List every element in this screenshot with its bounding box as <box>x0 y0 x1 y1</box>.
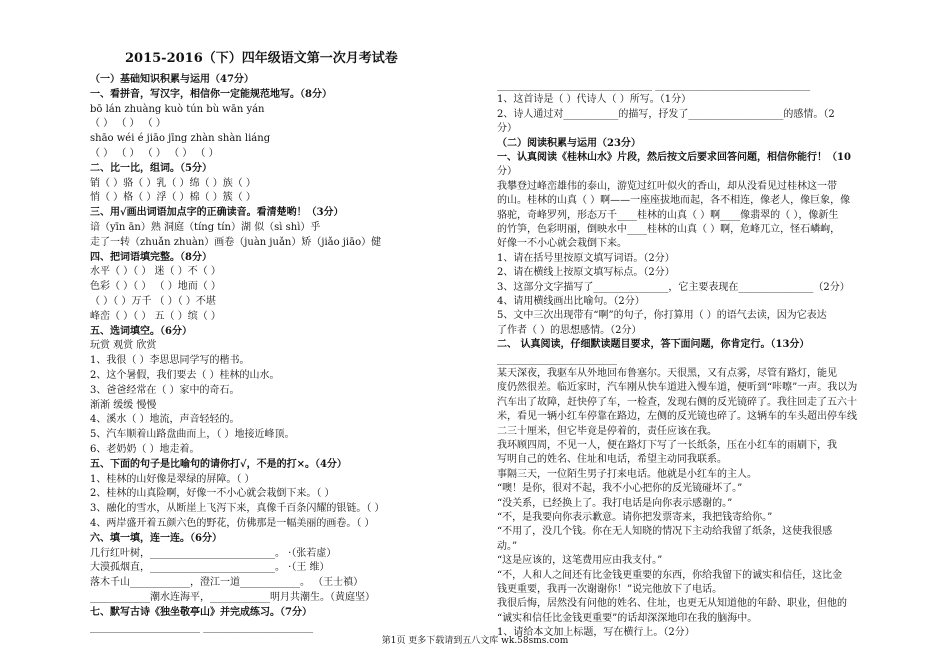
text-line: 走了一转（zhuǎn zhuàn）画卷（juàn juǎn）矫（jiǎo jiāo）健 <box>90 236 382 248</box>
text-line: 1、桂林的山好像是翠绿的屏障。（ ） <box>90 473 255 485</box>
section-heading: 二、 认真阅读，仔细默读题目要求，答下面问题，你肯定行。（13分） <box>497 339 810 351</box>
exam-title: 2015-2016（下）四年级语文第一次月考试卷 <box>125 51 398 66</box>
text-line: 骆驼，奇峰罗列，形态万千____桂林的山真（ ）啊____像翡翠的（ ），像新生 <box>497 209 839 221</box>
text-line: 4、请用横线画出比喻句。（2分） <box>497 296 645 307</box>
text-line: bō lán zhuàng kuò tún bù wān yán <box>90 103 265 115</box>
text-line: （ ） （ ） （ ） <box>90 118 166 130</box>
text-line: 渐渐 缓缓 慢慢 <box>90 399 157 411</box>
text-line: 水平（ ）（ ） 迷（ ）不（ ） <box>90 266 221 278</box>
text-line: 我攀登过峰峦雄伟的泰山，游览过红叶似火的香山，却从没看见过桂林这一带 <box>497 180 837 192</box>
text-line: 动。” <box>497 540 518 552</box>
section-heading: 五、选词填空。（6分） <box>90 325 192 337</box>
text-line: 悄（ ）格（ ）浮（ ）棉（ ）簇（ ） <box>90 192 256 204</box>
text-line: 钱更重要，我再一次谢谢你！”说完他放下了电话。 <box>497 584 723 595</box>
text-line: 6、老奶奶（ ）地走着。 <box>90 444 200 455</box>
text-line: 玩赏 观赏 欣赏 <box>90 340 157 352</box>
text-line: 峰峦（ ）（ ） 五（ ）缤（ ） <box>90 310 221 322</box>
text-line: ____________潮水连海平，____________明月共潮生。（黄庭坚） <box>90 592 375 603</box>
section-heading: 七、默写古诗《独坐敬亭山》并完成练习。（7分） <box>90 606 312 618</box>
text-line: “不，是我要向你表示歉意。请你把发票寄来，我把钱寄给你。” <box>497 512 773 523</box>
text-line: _______________________________ _______________________________ <box>497 80 811 91</box>
text-line: ______________________ ______________________ <box>90 621 314 633</box>
text-line: 3、爸爸经常在（ ）家中的奇石。 <box>90 384 240 396</box>
text-line: 好像一不小心就会栽倒下来。 <box>497 238 627 250</box>
text-line: shāo wéi é jiāo jīng zhàn shàn liáng <box>90 133 271 145</box>
text-line: “不用了，没几个钱。你在无人知晓的情况下主动给我留了纸条，这使我很感 <box>497 526 833 538</box>
text-line: ________________________ <box>497 353 617 365</box>
text-line: “没关系，已经换上了。我打电话是向你表示感谢的。” <box>497 497 733 509</box>
text-line: 5、文中三次出现带有“啊”的句子，你打算用（ ）的语气去读，因为它表达 <box>497 310 827 322</box>
text-line: （ ） （ ） （ ） （ ） （ ） <box>90 148 219 159</box>
text-line: 度仍然很差。临近家时，汽车刚从快车道进入慢车道，便听到“咔嚓”一声。我以为 <box>497 382 858 394</box>
text-line: 汽车出了故障，赶快停了车，一检查，发现右侧的反光镜碎了。我往回走了五六十 <box>497 396 857 408</box>
text-line: 某天深夜，我驱车从外地回布鲁塞尔。天很黑，又有点雾，尽管有路灯，能见 <box>497 368 837 379</box>
text-line: 写明自己的姓名、住址和电话，希望主动同我联系。 <box>497 454 727 466</box>
text-line: 我很后悔，居然没有问他的姓名、住址，也更无从知道他的年龄、职业，但他的 <box>497 598 847 610</box>
page-footer: 第1页 更多下载请到五八文库 wk.58sms.com <box>381 636 569 646</box>
text-line: 1、我很（ ）李思思同学写的楷书。 <box>90 355 250 367</box>
text-line: 几行红叶树，_________________________。 ·（张若虚） <box>90 547 337 559</box>
section-heading: 六、填一填，连一连。（6分） <box>90 532 222 544</box>
text-line: 3、这部分文字描写了_______________，它主要表现在_______________（2分） <box>497 281 850 293</box>
section-heading: 二、比一比，组词。（5分） <box>90 162 212 174</box>
text-line: 销（ ）骆（ ）乳（ ）绵（ ）族（ ） <box>90 177 256 189</box>
text-line: 1、这首诗是（ ）代诗人（ ）所写。（1分） <box>497 94 692 106</box>
text-line: 谙（yīn ān）熟 洞庭（tíng tín）湖 似（sì shì）乎 <box>90 222 321 233</box>
text-line: “这是应该的，这笔费用应由我支付。” <box>497 555 663 567</box>
text-line: 了作者（ ）的思想感情。（2分） <box>497 324 642 336</box>
section-heading: 三、用√画出词语加点字的正确读音。看清楚哟！（3分） <box>90 207 344 219</box>
text-line: 米，看见一辆小红车停靠在路边，左侧的反光镜也碎了。这辆车的车头超出停车线 <box>497 411 857 423</box>
text-line: 2、请在横线上按原文填写标点。（2分） <box>497 267 675 279</box>
text-line: 事隔三天，一位陌生男子打来电话。他就是小红车的主人。 <box>497 468 757 480</box>
text-line: 分） <box>497 123 517 135</box>
text-line: 分） <box>497 166 517 178</box>
text-line: “噢！是你，很对不起，我不小心把你的反光镜碰坏了。” <box>497 483 743 495</box>
text-line: 1、请给本文加上标题，写在横行上。（2分） <box>497 627 695 639</box>
text-line: 4、溪水（ ）地流，声音轻轻的。 <box>90 414 240 426</box>
text-line: 2、这个暑假，我们要去（ ）桂林的山水。 <box>90 370 280 381</box>
text-line: 色彩（ ）（ ） （ ）地而（ ） <box>90 281 221 293</box>
text-line: “不，人和人之间还有比金钱更重要的东西，你给我留下的诚实和信任，这比金 <box>497 569 843 581</box>
text-line: 5、汽车顺着山路盘曲而上，（ ）地接近峰顶。 <box>90 429 295 441</box>
text-line: 的山。桂林的山真（ ）啊——一座座拔地而起，各不相连，像老人，像巨象，像 <box>497 195 851 207</box>
text-line: 二三十厘米，但它毕竟是停着的，责任应该在我。 <box>497 425 717 437</box>
text-line: 我环顾四周，不见一人，便在路灯下写了一长纸条，压在小红车的雨刷下，我 <box>497 440 837 451</box>
text-line: 大漠孤烟直，_________________________。 ·（王 维） <box>90 562 330 574</box>
text-line: 落木千山____________，澄江一道____________。 （王士禛） <box>90 577 364 589</box>
text-line: 1、请在括号里按原文填写词语。（2分） <box>497 252 675 264</box>
text-line: 4、两岸盛开着五颜六色的野花，仿佛那是一幅美丽的画卷。（ ） <box>90 518 375 529</box>
section-heading: 四、把词语填完整。（8分） <box>90 251 212 263</box>
section-heading: 一、认真阅读《桂林山水》片段，然后按文后要求回答问题，相信你能行！（10 <box>497 152 851 163</box>
text-line: 的竹笋，色彩明丽，倒映水中____桂林的山真（ ）啊，危峰兀立，怪石嶙峋， <box>497 224 841 235</box>
section-heading: （二）阅读积累与运用（23分） <box>497 137 641 149</box>
section-heading: 一、看拼音，写汉字，相信你一定能规范地写。（8分） <box>90 88 332 100</box>
text-line: （ ）（ ）万千 （ ）（ ）不堪 <box>90 296 216 307</box>
section-heading: （一）基础知识积累与运用（47分） <box>90 74 254 85</box>
text-line: “诚实和信任比金钱更重要”的话却深深地印在我的脑海中。 <box>497 612 758 624</box>
text-line: 2、桂林的山真险啊，好像一不小心就会栽倒下来。（ ） <box>90 488 335 500</box>
section-heading: 五、下面的句子是比喻句的请你打√，不是的打×。（4分） <box>90 458 347 470</box>
text-line: 3、融化的雪水，从断崖上飞泻下来，真像千百条闪耀的银链。（ ） <box>90 503 385 515</box>
text-line: 2、诗人通过对___________的描写，抒发了___________________的感情。（2 <box>497 108 835 120</box>
